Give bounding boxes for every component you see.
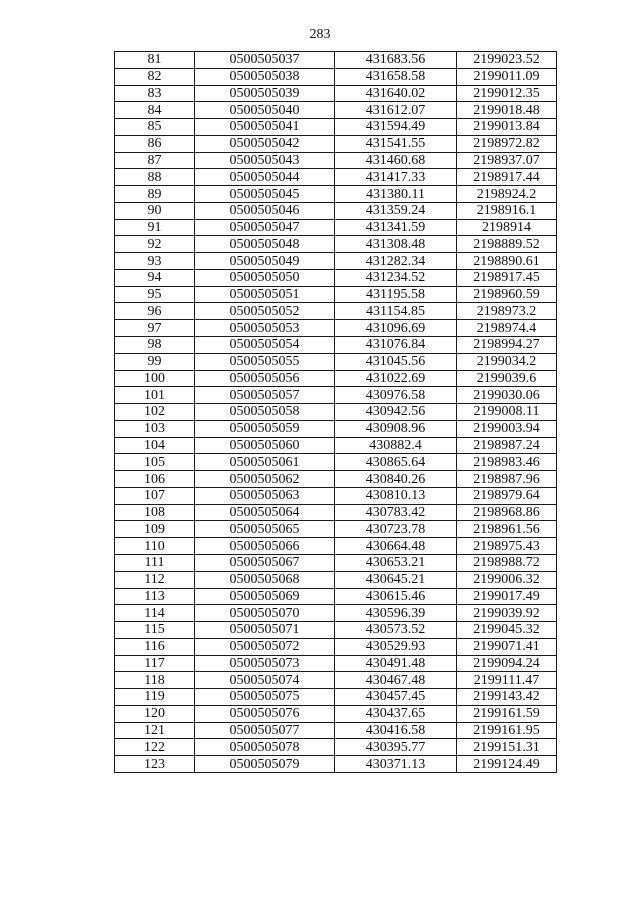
table-row bbox=[115, 672, 557, 689]
point-code-cell: 0500505079 bbox=[195, 756, 335, 773]
x-coordinate-cell: 430395.77 bbox=[335, 739, 457, 756]
table-row bbox=[115, 521, 557, 538]
point-code-cell: 0500505067 bbox=[195, 554, 335, 571]
table-row bbox=[115, 437, 557, 454]
point-number-cell: 84 bbox=[115, 102, 195, 119]
y-coordinate-cell: 2199045.32 bbox=[457, 622, 557, 639]
table-row bbox=[115, 387, 557, 404]
y-coordinate-cell: 2199023.52 bbox=[457, 52, 557, 69]
table-row bbox=[115, 370, 557, 387]
point-code-cell: 0500505070 bbox=[195, 605, 335, 622]
x-coordinate-cell: 430467.48 bbox=[335, 672, 457, 689]
table-row bbox=[115, 655, 557, 672]
point-number-cell: 122 bbox=[115, 739, 195, 756]
y-coordinate-cell: 2198924.2 bbox=[457, 186, 557, 203]
point-number-cell: 88 bbox=[115, 169, 195, 186]
point-code-cell: 0500505056 bbox=[195, 370, 335, 387]
point-code-cell: 0500505078 bbox=[195, 739, 335, 756]
x-coordinate-cell: 430371.13 bbox=[335, 756, 457, 773]
point-number-cell: 109 bbox=[115, 521, 195, 538]
point-code-cell: 0500505038 bbox=[195, 68, 335, 85]
table-row bbox=[115, 253, 557, 270]
point-number-cell: 97 bbox=[115, 320, 195, 337]
point-number-cell: 93 bbox=[115, 253, 195, 270]
x-coordinate-cell: 430942.56 bbox=[335, 404, 457, 421]
table-row bbox=[115, 705, 557, 722]
y-coordinate-cell: 2198917.44 bbox=[457, 169, 557, 186]
table-row bbox=[115, 722, 557, 739]
table-row bbox=[115, 487, 557, 504]
table-row bbox=[115, 303, 557, 320]
x-coordinate-cell: 430457.45 bbox=[335, 689, 457, 706]
point-code-cell: 0500505039 bbox=[195, 85, 335, 102]
x-coordinate-cell: 430653.21 bbox=[335, 554, 457, 571]
x-coordinate-cell: 431359.24 bbox=[335, 202, 457, 219]
point-number-cell: 94 bbox=[115, 269, 195, 286]
point-number-cell: 82 bbox=[115, 68, 195, 85]
point-number-cell: 99 bbox=[115, 353, 195, 370]
table-row bbox=[115, 756, 557, 773]
table-row bbox=[115, 202, 557, 219]
point-code-cell: 0500505044 bbox=[195, 169, 335, 186]
x-coordinate-cell: 431341.59 bbox=[335, 219, 457, 236]
y-coordinate-cell: 2199008.11 bbox=[457, 404, 557, 421]
y-coordinate-cell: 2199161.95 bbox=[457, 722, 557, 739]
point-code-cell: 0500505065 bbox=[195, 521, 335, 538]
point-code-cell: 0500505064 bbox=[195, 504, 335, 521]
y-coordinate-cell: 2198960.59 bbox=[457, 286, 557, 303]
y-coordinate-cell: 2198994.27 bbox=[457, 337, 557, 354]
y-coordinate-cell: 2199124.49 bbox=[457, 756, 557, 773]
y-coordinate-cell: 2199018.48 bbox=[457, 102, 557, 119]
table-row bbox=[115, 52, 557, 69]
point-number-cell: 115 bbox=[115, 622, 195, 639]
y-coordinate-cell: 2198979.64 bbox=[457, 487, 557, 504]
table-row bbox=[115, 169, 557, 186]
y-coordinate-cell: 2199143.42 bbox=[457, 689, 557, 706]
table-row bbox=[115, 337, 557, 354]
point-code-cell: 0500505047 bbox=[195, 219, 335, 236]
point-number-cell: 119 bbox=[115, 689, 195, 706]
x-coordinate-cell: 431541.55 bbox=[335, 135, 457, 152]
point-code-cell: 0500505069 bbox=[195, 588, 335, 605]
x-coordinate-cell: 431308.48 bbox=[335, 236, 457, 253]
point-number-cell: 116 bbox=[115, 638, 195, 655]
y-coordinate-cell: 2198917.45 bbox=[457, 269, 557, 286]
point-code-cell: 0500505068 bbox=[195, 571, 335, 588]
point-code-cell: 0500505059 bbox=[195, 420, 335, 437]
x-coordinate-cell: 430573.52 bbox=[335, 622, 457, 639]
y-coordinate-cell: 2199017.49 bbox=[457, 588, 557, 605]
table-row bbox=[115, 286, 557, 303]
point-number-cell: 90 bbox=[115, 202, 195, 219]
table-row bbox=[115, 320, 557, 337]
point-number-cell: 102 bbox=[115, 404, 195, 421]
y-coordinate-cell: 2198914 bbox=[457, 219, 557, 236]
point-code-cell: 0500505072 bbox=[195, 638, 335, 655]
point-number-cell: 113 bbox=[115, 588, 195, 605]
point-number-cell: 110 bbox=[115, 538, 195, 555]
y-coordinate-cell: 2198987.24 bbox=[457, 437, 557, 454]
point-code-cell: 0500505045 bbox=[195, 186, 335, 203]
x-coordinate-cell: 430908.96 bbox=[335, 420, 457, 437]
x-coordinate-cell: 431195.58 bbox=[335, 286, 457, 303]
y-coordinate-cell: 2198937.07 bbox=[457, 152, 557, 169]
table-row bbox=[115, 186, 557, 203]
x-coordinate-cell: 430529.93 bbox=[335, 638, 457, 655]
point-number-cell: 95 bbox=[115, 286, 195, 303]
table-row bbox=[115, 152, 557, 169]
table-row bbox=[115, 554, 557, 571]
table-row bbox=[115, 68, 557, 85]
x-coordinate-cell: 430810.13 bbox=[335, 487, 457, 504]
point-number-cell: 111 bbox=[115, 554, 195, 571]
x-coordinate-cell: 430437.65 bbox=[335, 705, 457, 722]
table-row bbox=[115, 622, 557, 639]
y-coordinate-cell: 2198961.56 bbox=[457, 521, 557, 538]
x-coordinate-cell: 430865.64 bbox=[335, 454, 457, 471]
point-number-cell: 123 bbox=[115, 756, 195, 773]
x-coordinate-cell: 430783.42 bbox=[335, 504, 457, 521]
table-row bbox=[115, 135, 557, 152]
point-number-cell: 105 bbox=[115, 454, 195, 471]
point-code-cell: 0500505074 bbox=[195, 672, 335, 689]
y-coordinate-cell: 2198975.43 bbox=[457, 538, 557, 555]
y-coordinate-cell: 2199151.31 bbox=[457, 739, 557, 756]
point-code-cell: 0500505061 bbox=[195, 454, 335, 471]
y-coordinate-cell: 2199161.59 bbox=[457, 705, 557, 722]
x-coordinate-cell: 430416.58 bbox=[335, 722, 457, 739]
point-code-cell: 0500505062 bbox=[195, 471, 335, 488]
y-coordinate-cell: 2198987.96 bbox=[457, 471, 557, 488]
point-code-cell: 0500505049 bbox=[195, 253, 335, 270]
y-coordinate-cell: 2198988.72 bbox=[457, 554, 557, 571]
table-row bbox=[115, 404, 557, 421]
point-code-cell: 0500505055 bbox=[195, 353, 335, 370]
table-row bbox=[115, 638, 557, 655]
point-code-cell: 0500505048 bbox=[195, 236, 335, 253]
point-number-cell: 100 bbox=[115, 370, 195, 387]
x-coordinate-cell: 431076.84 bbox=[335, 337, 457, 354]
x-coordinate-cell: 430596.39 bbox=[335, 605, 457, 622]
table-row bbox=[115, 454, 557, 471]
point-code-cell: 0500505077 bbox=[195, 722, 335, 739]
point-number-cell: 117 bbox=[115, 655, 195, 672]
point-code-cell: 0500505060 bbox=[195, 437, 335, 454]
x-coordinate-cell: 430723.78 bbox=[335, 521, 457, 538]
y-coordinate-cell: 2198974.4 bbox=[457, 320, 557, 337]
y-coordinate-cell: 2198889.52 bbox=[457, 236, 557, 253]
point-number-cell: 96 bbox=[115, 303, 195, 320]
x-coordinate-cell: 431045.56 bbox=[335, 353, 457, 370]
x-coordinate-cell: 431594.49 bbox=[335, 119, 457, 136]
point-code-cell: 0500505041 bbox=[195, 119, 335, 136]
y-coordinate-cell: 2198890.61 bbox=[457, 253, 557, 270]
point-number-cell: 103 bbox=[115, 420, 195, 437]
point-number-cell: 83 bbox=[115, 85, 195, 102]
x-coordinate-cell: 430882.4 bbox=[335, 437, 457, 454]
x-coordinate-cell: 431640.02 bbox=[335, 85, 457, 102]
x-coordinate-cell: 431683.56 bbox=[335, 52, 457, 69]
x-coordinate-cell: 431460.68 bbox=[335, 152, 457, 169]
y-coordinate-cell: 2199012.35 bbox=[457, 85, 557, 102]
y-coordinate-cell: 2198973.2 bbox=[457, 303, 557, 320]
y-coordinate-cell: 2199039.6 bbox=[457, 370, 557, 387]
page-number: 283 bbox=[309, 27, 331, 42]
table-row bbox=[115, 420, 557, 437]
table-row bbox=[115, 236, 557, 253]
table-row bbox=[115, 538, 557, 555]
table-row bbox=[115, 85, 557, 102]
table-row bbox=[115, 571, 557, 588]
x-coordinate-cell: 430840.26 bbox=[335, 471, 457, 488]
x-coordinate-cell: 430664.48 bbox=[335, 538, 457, 555]
point-number-cell: 92 bbox=[115, 236, 195, 253]
point-number-cell: 114 bbox=[115, 605, 195, 622]
x-coordinate-cell: 431234.52 bbox=[335, 269, 457, 286]
table-row bbox=[115, 504, 557, 521]
point-number-cell: 108 bbox=[115, 504, 195, 521]
x-coordinate-cell: 431417.33 bbox=[335, 169, 457, 186]
y-coordinate-cell: 2199094.24 bbox=[457, 655, 557, 672]
point-code-cell: 0500505073 bbox=[195, 655, 335, 672]
y-coordinate-cell: 2199003.94 bbox=[457, 420, 557, 437]
table-row bbox=[115, 739, 557, 756]
y-coordinate-cell: 2199111.47 bbox=[457, 672, 557, 689]
x-coordinate-cell: 430615.46 bbox=[335, 588, 457, 605]
point-number-cell: 91 bbox=[115, 219, 195, 236]
point-code-cell: 0500505063 bbox=[195, 487, 335, 504]
y-coordinate-cell: 2199034.2 bbox=[457, 353, 557, 370]
point-code-cell: 0500505071 bbox=[195, 622, 335, 639]
point-code-cell: 0500505058 bbox=[195, 404, 335, 421]
x-coordinate-cell: 431022.69 bbox=[335, 370, 457, 387]
x-coordinate-cell: 430976.58 bbox=[335, 387, 457, 404]
table-row bbox=[115, 269, 557, 286]
point-number-cell: 104 bbox=[115, 437, 195, 454]
point-number-cell: 86 bbox=[115, 135, 195, 152]
table-row bbox=[115, 588, 557, 605]
point-number-cell: 121 bbox=[115, 722, 195, 739]
table-row bbox=[115, 219, 557, 236]
y-coordinate-cell: 2198916.1 bbox=[457, 202, 557, 219]
x-coordinate-cell: 431612.07 bbox=[335, 102, 457, 119]
point-number-cell: 120 bbox=[115, 705, 195, 722]
y-coordinate-cell: 2199013.84 bbox=[457, 119, 557, 136]
point-code-cell: 0500505042 bbox=[195, 135, 335, 152]
point-number-cell: 87 bbox=[115, 152, 195, 169]
x-coordinate-cell: 430645.21 bbox=[335, 571, 457, 588]
point-number-cell: 112 bbox=[115, 571, 195, 588]
y-coordinate-cell: 2199071.41 bbox=[457, 638, 557, 655]
point-code-cell: 0500505043 bbox=[195, 152, 335, 169]
table-row bbox=[115, 471, 557, 488]
y-coordinate-cell: 2199039.92 bbox=[457, 605, 557, 622]
y-coordinate-cell: 2198983.46 bbox=[457, 454, 557, 471]
table-row bbox=[115, 353, 557, 370]
point-code-cell: 0500505046 bbox=[195, 202, 335, 219]
y-coordinate-cell: 2199030.06 bbox=[457, 387, 557, 404]
x-coordinate-cell: 431096.69 bbox=[335, 320, 457, 337]
point-code-cell: 0500505075 bbox=[195, 689, 335, 706]
point-code-cell: 0500505050 bbox=[195, 269, 335, 286]
point-number-cell: 85 bbox=[115, 119, 195, 136]
point-number-cell: 101 bbox=[115, 387, 195, 404]
point-number-cell: 81 bbox=[115, 52, 195, 69]
point-number-cell: 89 bbox=[115, 186, 195, 203]
x-coordinate-cell: 431154.85 bbox=[335, 303, 457, 320]
y-coordinate-cell: 2198972.82 bbox=[457, 135, 557, 152]
point-code-cell: 0500505052 bbox=[195, 303, 335, 320]
y-coordinate-cell: 2199006.32 bbox=[457, 571, 557, 588]
point-code-cell: 0500505076 bbox=[195, 705, 335, 722]
x-coordinate-cell: 430491.48 bbox=[335, 655, 457, 672]
coordinates-table bbox=[114, 51, 557, 773]
point-number-cell: 107 bbox=[115, 487, 195, 504]
y-coordinate-cell: 2198968.86 bbox=[457, 504, 557, 521]
point-code-cell: 0500505051 bbox=[195, 286, 335, 303]
point-number-cell: 98 bbox=[115, 337, 195, 354]
point-number-cell: 118 bbox=[115, 672, 195, 689]
table-row bbox=[115, 119, 557, 136]
x-coordinate-cell: 431658.58 bbox=[335, 68, 457, 85]
coordinates-table-body bbox=[115, 52, 557, 773]
point-code-cell: 0500505037 bbox=[195, 52, 335, 69]
point-code-cell: 0500505066 bbox=[195, 538, 335, 555]
point-code-cell: 0500505057 bbox=[195, 387, 335, 404]
table-row bbox=[115, 689, 557, 706]
point-code-cell: 0500505054 bbox=[195, 337, 335, 354]
table-row bbox=[115, 605, 557, 622]
x-coordinate-cell: 431380.11 bbox=[335, 186, 457, 203]
table-row bbox=[115, 102, 557, 119]
point-number-cell: 106 bbox=[115, 471, 195, 488]
y-coordinate-cell: 2199011.09 bbox=[457, 68, 557, 85]
x-coordinate-cell: 431282.34 bbox=[335, 253, 457, 270]
point-code-cell: 0500505053 bbox=[195, 320, 335, 337]
point-code-cell: 0500505040 bbox=[195, 102, 335, 119]
